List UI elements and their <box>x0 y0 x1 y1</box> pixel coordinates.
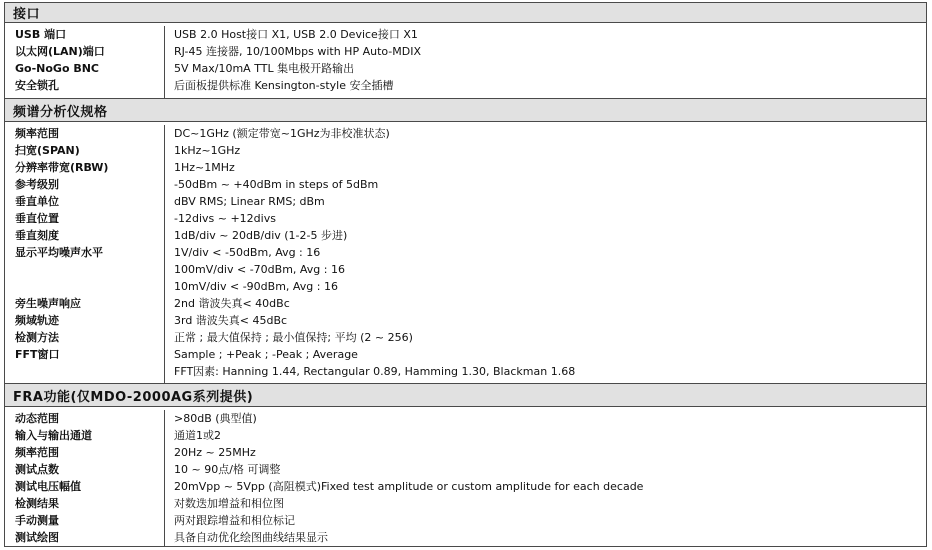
row-value: 100mV/div < -70dBm, Avg : 16 <box>174 263 345 276</box>
section-fra-function <box>5 383 926 546</box>
value-column <box>165 410 926 546</box>
row-label: 频率范围 <box>15 446 59 459</box>
row-label: 测试点数 <box>15 463 59 476</box>
row-label: 垂直刻度 <box>15 229 59 242</box>
row-value: 1V/div < -50dBm, Avg : 16 <box>174 246 321 259</box>
row-value: DC~1GHz (额定带宽~1GHz为非校准状态) <box>174 127 390 140</box>
row-value: 3rd 谐波失真< 45dBc <box>174 314 288 327</box>
row-value: 两对跟踪增益和相位标记 <box>174 514 295 527</box>
row-value: -50dBm ~ +40dBm in steps of 5dBm <box>174 178 379 191</box>
row-value: 正常 ; 最大值保持 ; 最小值保持; 平均 (2 ~ 256) <box>174 331 413 344</box>
row-value: 具备自动优化绘图曲线结果显示 <box>174 531 328 544</box>
row-value: -12divs ~ +12divs <box>174 212 276 225</box>
row-value: 1kHz~1GHz <box>174 144 241 157</box>
row-label: USB 端口 <box>15 28 67 41</box>
row-label: 以太网(LAN)端口 <box>15 45 105 58</box>
row-value: 5V Max/10mA TTL 集电极开路输出 <box>174 62 355 75</box>
row-label: FFT窗口 <box>15 348 60 361</box>
row-value: 20Hz ~ 25MHz <box>174 446 256 459</box>
spec-table <box>4 2 927 547</box>
row-label: 输入与输出通道 <box>15 429 92 442</box>
row-label <box>5 363 164 380</box>
section-interface <box>5 3 926 98</box>
row-value: RJ-45 连接器, 10/100Mbps with HP Auto-MDIX <box>174 45 422 58</box>
row-label: 扫宽(SPAN) <box>15 144 80 157</box>
row-value: 通道1或2 <box>174 429 221 442</box>
row-value: 10 ~ 90点/格 可调整 <box>174 463 281 476</box>
row-value: >80dB (典型值) <box>174 412 257 425</box>
value-column <box>165 26 926 98</box>
section-body <box>5 407 926 546</box>
row-value: 2nd 谐波失真< 40dBc <box>174 297 290 310</box>
section-title: FRA功能(仅MDO-2000AG系列提供) <box>5 383 926 407</box>
row-value: 对数迭加增益和相位图 <box>174 497 284 510</box>
section-body <box>5 23 926 98</box>
row-label: 测试绘图 <box>15 531 59 544</box>
row-label <box>5 278 164 295</box>
row-label: 检测方法 <box>15 331 59 344</box>
row-label: 分辨率带宽(RBW) <box>15 161 109 174</box>
row-value: Sample ; +Peak ; -Peak ; Average <box>174 348 358 361</box>
section-spectrum-analyzer <box>5 98 926 383</box>
label-column <box>5 410 165 546</box>
section-title: 接口 <box>5 3 926 23</box>
row-value: dBV RMS; Linear RMS; dBm <box>174 195 325 208</box>
row-value: 1Hz~1MHz <box>174 161 235 174</box>
label-column <box>5 125 165 383</box>
value-column <box>165 125 926 383</box>
row-label: 频率范围 <box>15 127 59 140</box>
row-label: 旁生噪声响应 <box>15 297 81 310</box>
section-title: 频谱分析仪规格 <box>5 98 926 122</box>
row-label: 显示平均噪声水平 <box>15 246 103 259</box>
row-label: 频域轨迹 <box>15 314 59 327</box>
row-value: 10mV/div < -90dBm, Avg : 16 <box>174 280 338 293</box>
row-label: 检测结果 <box>15 497 59 510</box>
row-value: USB 2.0 Host接口 X1, USB 2.0 Device接口 X1 <box>174 28 418 41</box>
row-value: 后面板提供标准 Kensington-style 安全插槽 <box>174 79 394 92</box>
row-label: 手动测量 <box>15 514 59 527</box>
row-label: 垂直位置 <box>15 212 59 225</box>
row-label <box>5 261 164 278</box>
row-label: 安全锁孔 <box>15 79 59 92</box>
row-label: 垂直单位 <box>15 195 59 208</box>
row-value: FFT因素: Hanning 1.44, Rectangular 0.89, Hamming 1.30, Blackman 1.68 <box>174 365 576 378</box>
row-label: 参考级别 <box>15 178 59 191</box>
row-label: Go-NoGo BNC <box>15 62 99 75</box>
row-label: 动态范围 <box>15 412 59 425</box>
row-value: 1dB/div ~ 20dB/div (1-2-5 步进) <box>174 229 348 242</box>
row-label: 测试电压幅值 <box>15 480 81 493</box>
row-value: 20mVpp ~ 5Vpp (高阻模式)Fixed test amplitude or custom amplitude for each decade <box>174 480 644 493</box>
section-body <box>5 122 926 383</box>
label-column <box>5 26 165 98</box>
